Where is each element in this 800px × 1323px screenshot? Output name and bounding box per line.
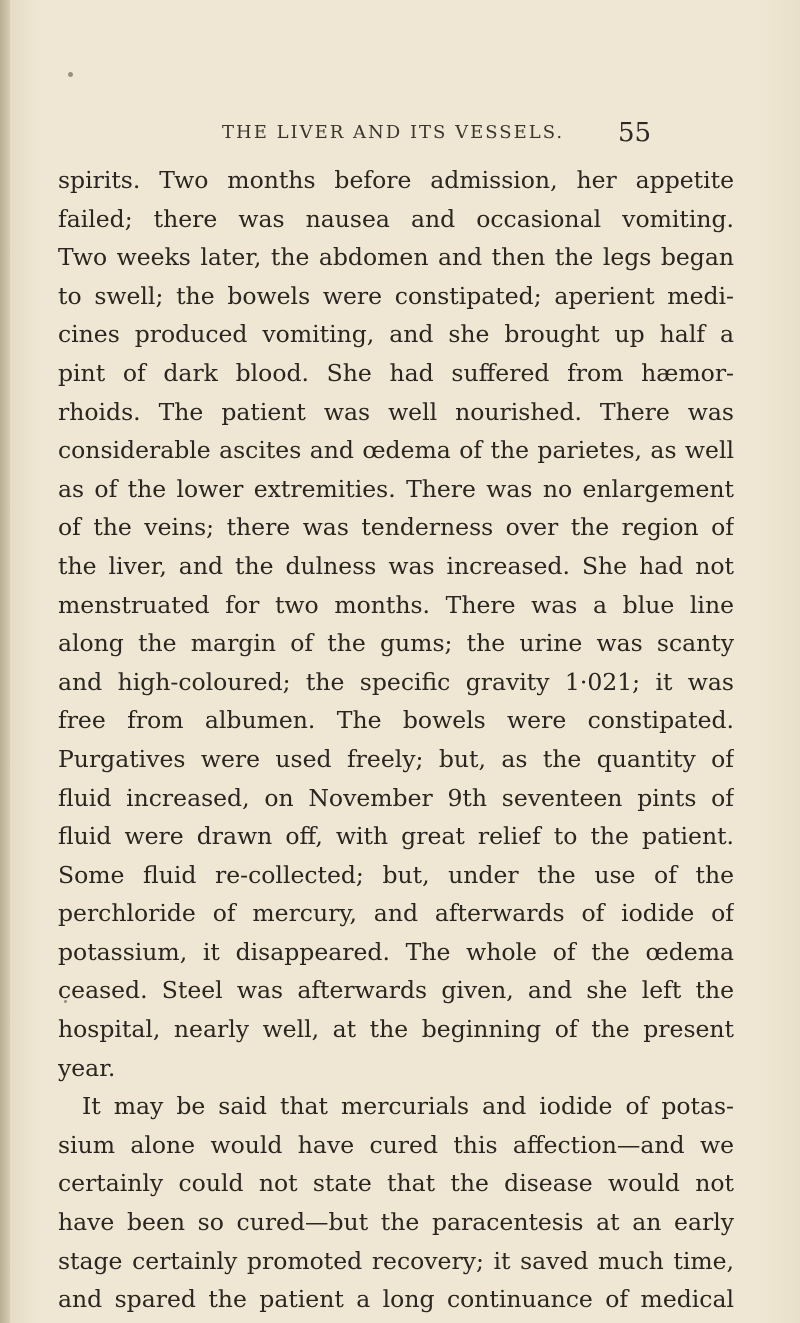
body-text (58, 161, 734, 1319)
text-line: potassium, it disappeared. The whole of the œdema (58, 937, 734, 966)
text-line: Purgatives were used freely; but, as the quantity of (58, 744, 734, 773)
paragraph-start-line: It may be said that mercurials and iodide of potas- (82, 1092, 734, 1121)
text-line: and high-coloured; the specific gravity 1·021; it was (58, 667, 734, 696)
text-line: failed; there was nausea and occasional vomiting. (58, 204, 734, 233)
text-line: to swell; the bowels were constipated; aperient medi- (58, 281, 734, 310)
text-line: hospital, nearly well, at the beginning of the present (58, 1015, 734, 1044)
text-line: fluid increased, on November 9th seventeen pints of (58, 783, 734, 812)
text-line: and spared the patient a long continuance of medical (58, 1285, 734, 1314)
page-number: 55 (618, 118, 652, 148)
text-line: rhoids. The patient was well nourished. There was (58, 397, 734, 426)
text-line: spirits. Two months before admission, her appetite (58, 166, 734, 194)
paper-speck (68, 72, 73, 77)
text-line: of the veins; there was tenderness over the region of (58, 513, 734, 542)
text-line: stage certainly promoted recovery; it saved much time, (58, 1246, 734, 1275)
text-line: the liver, and the dulness was increased. She had not (58, 551, 734, 580)
text-line: sium alone would have cured this affection—and we (58, 1130, 734, 1159)
text-line: along the margin of the gums; the urine was scanty (58, 629, 734, 658)
running-head: THE LIVER AND ITS VESSELS. (222, 122, 565, 143)
paragraph-end-line: year. (58, 1053, 116, 1082)
text-line: as of the lower extremities. There was no enlargement (58, 474, 734, 503)
text-line: Some fluid re-collected; but, under the use of the (58, 860, 734, 889)
text-line: have been so cured—but the paracentesis at an early (58, 1208, 734, 1237)
text-line: pint of dark blood. She had suffered from hæmor- (58, 358, 734, 387)
page-gutter (0, 0, 10, 1323)
text-line: menstruated for two months. There was a blue line (58, 590, 734, 619)
text-line: considerable ascites and œdema of the parietes, as well (58, 436, 734, 465)
page-header (0, 118, 800, 148)
text-line: fluid were drawn off, with great relief to the patient. (58, 822, 734, 851)
text-line: ceased. Steel was afterwards given, and she left the (58, 976, 734, 1005)
text-line: free from albumen. The bowels were constipated. (58, 706, 734, 735)
text-line: certainly could not state that the disease would not (58, 1169, 734, 1198)
text-line: cines produced vomiting, and she brought up half a (58, 320, 734, 349)
text-line: perchloride of mercury, and afterwards of iodide of (58, 899, 734, 928)
text-line: Two weeks later, the abdomen and then the legs began (58, 243, 734, 272)
